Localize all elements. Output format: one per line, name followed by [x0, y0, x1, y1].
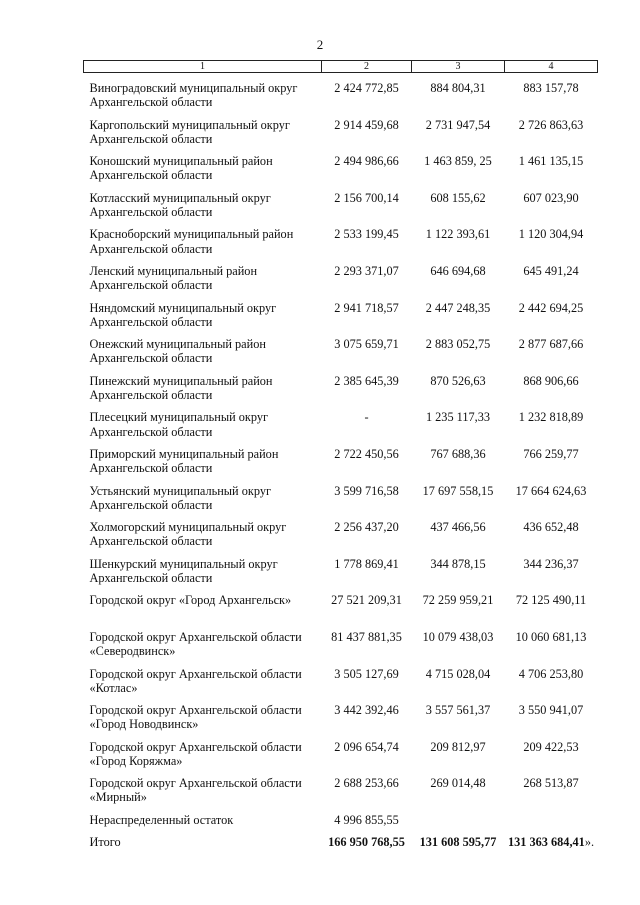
table-row: [84, 146, 598, 183]
table-row: [84, 219, 598, 256]
row-value-col4: 2 877 687,66: [518, 337, 584, 352]
row-value-col3: 1 463 859, 25: [424, 154, 492, 169]
row-value-col2: 2 494 986,66: [334, 154, 399, 169]
row-value-col2: 2 424 772,85: [334, 81, 399, 95]
row-value-col4: 72 125 490,11: [515, 593, 587, 608]
total-row: [84, 828, 598, 850]
table-header: [84, 61, 598, 73]
row-name: Красноборский муниципальный район Архангельской области: [89, 227, 294, 256]
table-row: [84, 73, 598, 110]
row-name: Котласский муниципальный округ Архангельской области: [89, 190, 271, 219]
row-value-col3: 3 557 561,37: [425, 703, 491, 718]
row-value-col4: 2 442 694,25: [518, 300, 584, 315]
row-value-col2: 2 256 437,20: [334, 520, 399, 535]
table-row: [84, 585, 598, 622]
row-value-col4: 1 120 304,94: [518, 227, 584, 242]
row-value-col3: 72 259 959,21: [422, 593, 494, 608]
row-value-col2: -: [364, 410, 369, 425]
row-value-col4: [505, 805, 598, 828]
row-name: Городской округ Архангельской области «Северодвинск»: [89, 629, 302, 659]
row-value-col2: 2 941 718,57: [334, 300, 399, 315]
table-row: [84, 183, 598, 220]
row-value-col2: 2 533 199,45: [334, 227, 399, 242]
row-name: Городской округ «Город Архангельск»: [89, 593, 292, 608]
column-header-1: 1: [84, 61, 322, 73]
row-value-col2: 3 599 716,58: [334, 483, 399, 498]
row-name: Городской округ Архангельской области «Котлас»: [89, 666, 302, 695]
total-value-col4-cell: [505, 828, 598, 850]
row-value-col2: 3 075 659,71: [334, 337, 399, 352]
total-value-col2: 166 950 768,55: [328, 834, 405, 849]
row-name: Нераспределенный остаток: [89, 812, 234, 827]
row-value-col3: 767 688,36: [430, 446, 486, 461]
row-name: Городской округ Архангельской области «Мирный»: [89, 776, 302, 805]
table-row: [84, 549, 598, 586]
table-row: [84, 659, 598, 696]
row-value-col4: 607 023,90: [523, 190, 579, 205]
row-value-col3: 1 122 393,61: [425, 227, 491, 242]
row-name: Городской округ Архангельской области «Город Новодвинск»: [89, 703, 302, 732]
row-value-col3: 2 731 947,54: [425, 117, 491, 132]
total-value-col4: 131 363 684,41: [507, 834, 585, 849]
row-value-col4: 2 726 863,63: [518, 117, 584, 132]
row-value-col3: 437 466,56: [430, 520, 486, 535]
table-row: [84, 695, 598, 732]
row-value-col2: 3 442 392,46: [334, 703, 399, 718]
row-value-col2: 2 722 450,56: [334, 446, 399, 461]
row-value-col2: 81 437 881,35: [331, 629, 402, 644]
row-value-col3: 608 155,62: [430, 190, 486, 205]
row-value-col3: 344 878,15: [430, 556, 486, 571]
column-header-3: 3: [412, 61, 505, 73]
row-value-col2: 27 521 209,31: [331, 593, 402, 608]
table-row: [84, 512, 598, 549]
table-row: [84, 366, 598, 403]
table-row: [84, 293, 598, 330]
row-value-col2: 1 778 869,41: [334, 556, 399, 571]
row-value-col3: 1 235 117,33: [425, 410, 491, 425]
row-name: Шенкурский муниципальный округ Архангельской области: [89, 556, 278, 585]
row-value-col2: 2 914 459,68: [334, 117, 399, 132]
row-name: Няндомский муниципальный округ Архангельской области: [89, 300, 277, 329]
row-value-col4: 868 906,66: [523, 373, 579, 388]
table-row: [84, 256, 598, 293]
row-value-col4: 883 157,78: [523, 81, 579, 95]
table-row: [84, 329, 598, 366]
row-name: Приморский муниципальный район Архангельской области: [89, 446, 279, 476]
row-name: Пинежский муниципальный район Архангельской области: [89, 373, 273, 402]
table-body: [84, 73, 598, 850]
row-value-col4: 766 259,77: [523, 446, 579, 461]
table-row: [84, 110, 598, 147]
column-header-4: 4: [505, 61, 598, 73]
row-name: Виноградовский муниципальный округ Архангельской области: [89, 81, 298, 110]
row-value-col3: 17 697 558,15: [422, 483, 494, 498]
table-row: [84, 805, 598, 828]
page-number: 2: [316, 37, 324, 52]
row-name: Коношский муниципальный район Архангельской области: [89, 154, 273, 183]
row-value-col4: 209 422,53: [523, 739, 579, 754]
row-value-col2: 2 385 645,39: [334, 373, 399, 388]
row-value-col3: 870 526,63: [430, 373, 486, 388]
table-row: [84, 402, 598, 439]
row-value-col2: 2 293 371,07: [334, 263, 399, 278]
closing-quote-mark: ».: [584, 834, 595, 849]
row-value-col2: 2 096 654,74: [334, 739, 399, 754]
total-label: Итого: [89, 834, 121, 849]
row-value-col4: 1 232 818,89: [518, 410, 584, 425]
row-value-col3: 4 715 028,04: [425, 666, 491, 681]
row-value-col2: 4 996 855,55: [334, 812, 399, 827]
row-value-col4: 1 461 135,15: [518, 154, 584, 169]
row-value-col3: [412, 805, 505, 828]
row-name: Ленский муниципальный район Архангельской области: [89, 263, 258, 293]
row-value-col3: 2 883 052,75: [425, 337, 491, 352]
table-row: [84, 439, 598, 476]
table-row: [84, 622, 598, 659]
total-value-col3: 131 608 595,77: [419, 834, 497, 849]
row-value-col4: 17 664 624,63: [515, 483, 587, 498]
row-value-col3: 269 014,48: [430, 776, 486, 791]
row-value-col4: 3 550 941,07: [518, 703, 584, 718]
budget-table: [83, 60, 598, 850]
table-row: [84, 768, 598, 805]
row-value-col3: 646 694,68: [430, 263, 486, 278]
row-value-col2: 2 688 253,66: [334, 776, 399, 791]
row-value-col4: 436 652,48: [523, 520, 579, 535]
row-name: Плесецкий муниципальный округ Архангельской области: [89, 410, 269, 439]
row-value-col3: 2 447 248,35: [425, 300, 491, 315]
row-name: Устьянский муниципальный округ Архангельской области: [89, 483, 272, 512]
row-value-col4: 268 513,87: [523, 776, 579, 791]
row-value-col4: 645 491,24: [523, 263, 579, 278]
row-value-col4: 344 236,37: [523, 556, 579, 571]
row-value-col3: 884 804,31: [430, 81, 486, 95]
row-name: Городской округ Архангельской области «Город Коряжма»: [89, 739, 302, 768]
row-value-col3: 209 812,97: [430, 739, 486, 754]
row-name: Холмогорский муниципальный округ Архангельской области: [89, 520, 287, 549]
row-value-col4: 4 706 253,80: [518, 666, 584, 681]
table-row: [84, 732, 598, 769]
row-name: Каргопольский муниципальный округ Архангельской области: [89, 117, 290, 146]
row-name: Онежский муниципальный район Архангельской области: [89, 337, 266, 366]
row-value-col2: 2 156 700,14: [334, 190, 399, 205]
column-header-2: 2: [322, 61, 412, 73]
row-value-col2: 3 505 127,69: [334, 666, 399, 681]
row-value-col4: 10 060 681,13: [515, 629, 587, 644]
row-value-col3: 10 079 438,03: [422, 629, 494, 644]
table-row: [84, 476, 598, 513]
